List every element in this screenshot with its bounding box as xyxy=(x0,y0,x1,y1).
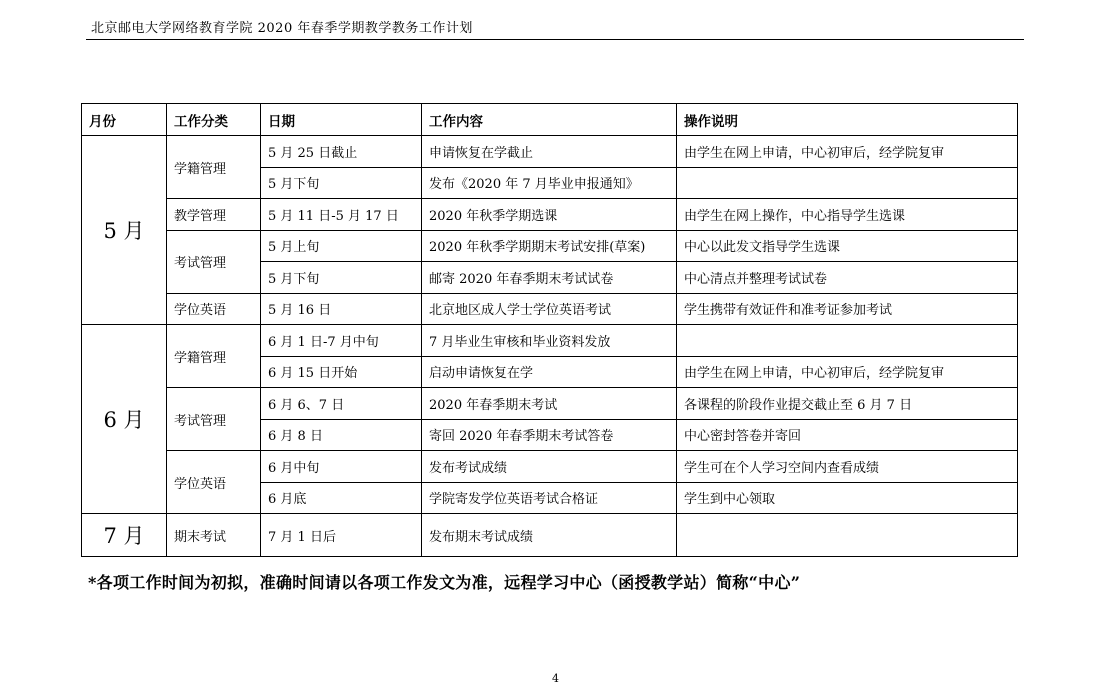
content-cell: 2020 年秋季学期选课 xyxy=(422,199,677,231)
document-header-title: 北京邮电大学网络教育学院 2020 年春季学期教学教务工作计划 xyxy=(91,21,473,36)
note-cell: 由学生在网上申请，中心初审后，经学院复审 xyxy=(677,136,1018,168)
content-cell: 申请恢复在学截止 xyxy=(422,136,677,168)
month-cell: 5 月 xyxy=(82,136,167,325)
content-cell: 发布《2020 年 7 月毕业申报通知》 xyxy=(422,167,677,199)
column-header-note: 操作说明 xyxy=(677,104,1018,136)
note-cell: 由学生在网上操作，中心指导学生选课 xyxy=(677,199,1018,231)
content-cell: 发布考试成绩 xyxy=(422,451,677,483)
content-cell: 2020 年春季期末考试 xyxy=(422,388,677,420)
category-cell: 期末考试 xyxy=(167,514,261,557)
content-cell: 学院寄发学位英语考试合格证 xyxy=(422,482,677,514)
work-plan-table xyxy=(81,103,1018,557)
month-cell: 7 月 xyxy=(82,514,167,557)
content-cell: 2020 年秋季学期期末考试安排(草案) xyxy=(422,230,677,262)
date-cell: 6 月底 xyxy=(261,482,422,514)
category-cell: 学籍管理 xyxy=(167,136,261,199)
date-cell: 5 月 25 日截止 xyxy=(261,136,422,168)
table-row xyxy=(82,136,1018,168)
content-cell: 7 月毕业生审核和毕业资料发放 xyxy=(422,325,677,357)
category-cell: 教学管理 xyxy=(167,199,261,231)
date-cell: 5 月 11 日-5 月 17 日 xyxy=(261,199,422,231)
date-cell: 5 月 16 日 xyxy=(261,293,422,325)
content-cell: 启动申请恢复在学 xyxy=(422,356,677,388)
table-row xyxy=(82,293,1018,325)
column-header-month: 月份 xyxy=(82,104,167,136)
content-cell: 寄回 2020 年春季期末考试答卷 xyxy=(422,419,677,451)
header-divider xyxy=(86,39,1024,40)
table-row xyxy=(82,388,1018,420)
date-cell: 6 月 8 日 xyxy=(261,419,422,451)
note-cell xyxy=(677,514,1018,557)
content-cell: 北京地区成人学士学位英语考试 xyxy=(422,293,677,325)
content-cell: 发布期末考试成绩 xyxy=(422,514,677,557)
note-cell: 各课程的阶段作业提交截止至 6 月 7 日 xyxy=(677,388,1018,420)
note-cell xyxy=(677,325,1018,357)
category-cell: 学位英语 xyxy=(167,293,261,325)
footnote: *各项工作时间为初拟，准确时间请以各项工作发文为准，远程学习中心（函授教学站）简称“中心” xyxy=(88,573,801,592)
table-row xyxy=(82,514,1018,557)
month-cell: 6 月 xyxy=(82,325,167,514)
page-number: 4 xyxy=(552,672,559,685)
column-header-date: 日期 xyxy=(261,104,422,136)
note-cell: 学生到中心领取 xyxy=(677,482,1018,514)
table-row xyxy=(82,230,1018,262)
content-cell: 邮寄 2020 年春季期末考试试卷 xyxy=(422,262,677,294)
table-header-row xyxy=(82,104,1018,136)
date-cell: 6 月 15 日开始 xyxy=(261,356,422,388)
date-cell: 6 月 1 日-7 月中旬 xyxy=(261,325,422,357)
date-cell: 5 月下旬 xyxy=(261,167,422,199)
column-header-content: 工作内容 xyxy=(422,104,677,136)
table-row xyxy=(82,451,1018,483)
table-row xyxy=(82,199,1018,231)
note-cell: 学生携带有效证件和准考证参加考试 xyxy=(677,293,1018,325)
note-cell: 学生可在个人学习空间内查看成绩 xyxy=(677,451,1018,483)
date-cell: 6 月中旬 xyxy=(261,451,422,483)
date-cell: 5 月上旬 xyxy=(261,230,422,262)
date-cell: 7 月 1 日后 xyxy=(261,514,422,557)
date-cell: 5 月下旬 xyxy=(261,262,422,294)
note-cell: 中心清点并整理考试试卷 xyxy=(677,262,1018,294)
note-cell: 中心以此发文指导学生选课 xyxy=(677,230,1018,262)
note-cell xyxy=(677,167,1018,199)
table-row xyxy=(82,325,1018,357)
category-cell: 考试管理 xyxy=(167,230,261,293)
column-header-category: 工作分类 xyxy=(167,104,261,136)
category-cell: 学籍管理 xyxy=(167,325,261,388)
date-cell: 6 月 6、7 日 xyxy=(261,388,422,420)
category-cell: 考试管理 xyxy=(167,388,261,451)
note-cell: 中心密封答卷并寄回 xyxy=(677,419,1018,451)
category-cell: 学位英语 xyxy=(167,451,261,514)
note-cell: 由学生在网上申请，中心初审后，经学院复审 xyxy=(677,356,1018,388)
